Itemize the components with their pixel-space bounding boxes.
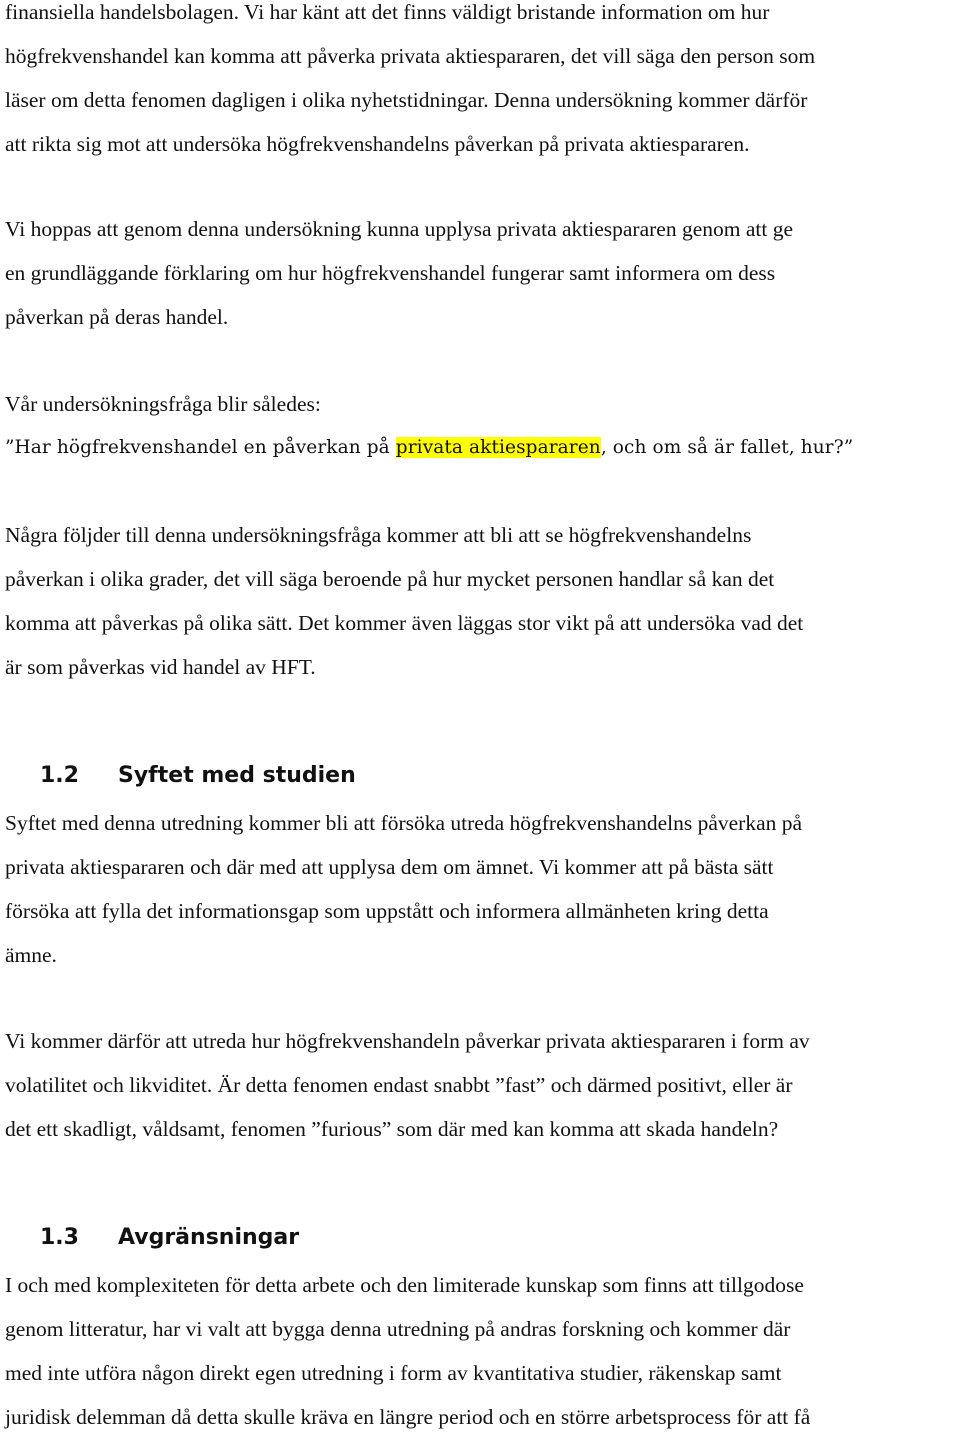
text-line: Vår undersökningsfråga blir således:	[5, 392, 321, 416]
text-line: påverkan i olika grader, det vill säga beroende på hur mycket personen handlar så kan det	[5, 567, 775, 591]
question-intro	[5, 382, 955, 426]
section-number: 1.2	[40, 763, 79, 788]
text-line: med inte utföra någon direkt egen utredning i form av kvantitativa studier, räkenskap samt	[5, 1361, 782, 1385]
text-line: finansiella handelsbolagen. Vi har känt att det finns väldigt bristande information om hur	[5, 0, 770, 24]
research-question	[5, 428, 853, 468]
paragraph-intro	[5, 0, 955, 166]
text-line: högfrekvenshandel kan komma att påverka privata aktiespararen, det vill säga den person som	[5, 44, 816, 68]
text-line: ämne.	[5, 943, 57, 967]
text-line: är som påverkas vid handel av HFT.	[5, 655, 316, 679]
question-text-before: ”Har högfrekvenshandel en påverkan på	[5, 437, 396, 458]
section-title: Avgränsningar	[118, 1225, 300, 1250]
section-number: 1.3	[40, 1225, 79, 1250]
text-line: Vi kommer därför att utreda hur högfrekvenshandeln påverkar privata aktiespararen i form av	[5, 1029, 810, 1053]
text-line: att rikta sig mot att undersöka högfrekvenshandelns påverkan på privata aktiespararen.	[5, 132, 750, 156]
text-line: försöka att fylla det informationsgap som uppstått och informera allmänheten kring detta	[5, 899, 769, 923]
text-line: juridisk delemman då detta skulle kräva en längre period och en större arbetsprocess för att få	[5, 1405, 811, 1429]
text-line: komma att påverkas på olika sätt. Det kommer även läggas stor vikt på att undersöka vad det	[5, 611, 804, 635]
section-heading-limitations	[40, 1223, 299, 1253]
paragraph-volatility	[5, 1019, 955, 1151]
text-line: Vi hoppas att genom denna undersökning kunna upplysa privata aktiespararen genom att ge	[5, 217, 794, 241]
question-text-after: , och om så är fallet, hur?”	[600, 437, 854, 458]
section-heading-purpose	[40, 761, 356, 791]
paragraph-hope	[5, 207, 955, 339]
section-title: Syftet med studien	[118, 763, 356, 788]
paragraph-purpose	[5, 801, 955, 977]
paragraph-limitations	[5, 1263, 955, 1439]
paragraph-consequences	[5, 513, 955, 689]
highlighted-text: privata aktiespararen	[395, 437, 601, 458]
text-line: en grundläggande förklaring om hur högfrekvenshandel fungerar samt informera om dess	[5, 261, 776, 285]
text-line: genom litteratur, har vi valt att bygga denna utredning på andras forskning och kommer där	[5, 1317, 791, 1341]
text-line: det ett skadligt, våldsamt, fenomen ”furious” som där med kan komma att skada handeln?	[5, 1117, 779, 1141]
text-line: Syftet med denna utredning kommer bli att försöka utreda högfrekvenshandelns påverkan på	[5, 811, 803, 835]
text-line: I och med komplexiteten för detta arbete och den limiterade kunskap som finns att tillgodose	[5, 1273, 804, 1297]
text-line: privata aktiespararen och där med att upplysa dem om ämnet. Vi kommer att på bästa sätt	[5, 855, 774, 879]
text-line: påverkan på deras handel.	[5, 305, 229, 329]
text-line: volatilitet och likviditet. Är detta fenomen endast snabbt ”fast” och därmed positivt, eller är	[5, 1073, 793, 1097]
text-line: läser om detta fenomen dagligen i olika nyhetstidningar. Denna undersökning kommer därför	[5, 88, 808, 112]
text-line: Några följder till denna undersökningsfråga kommer att bli att se högfrekvenshandelns	[5, 523, 752, 547]
